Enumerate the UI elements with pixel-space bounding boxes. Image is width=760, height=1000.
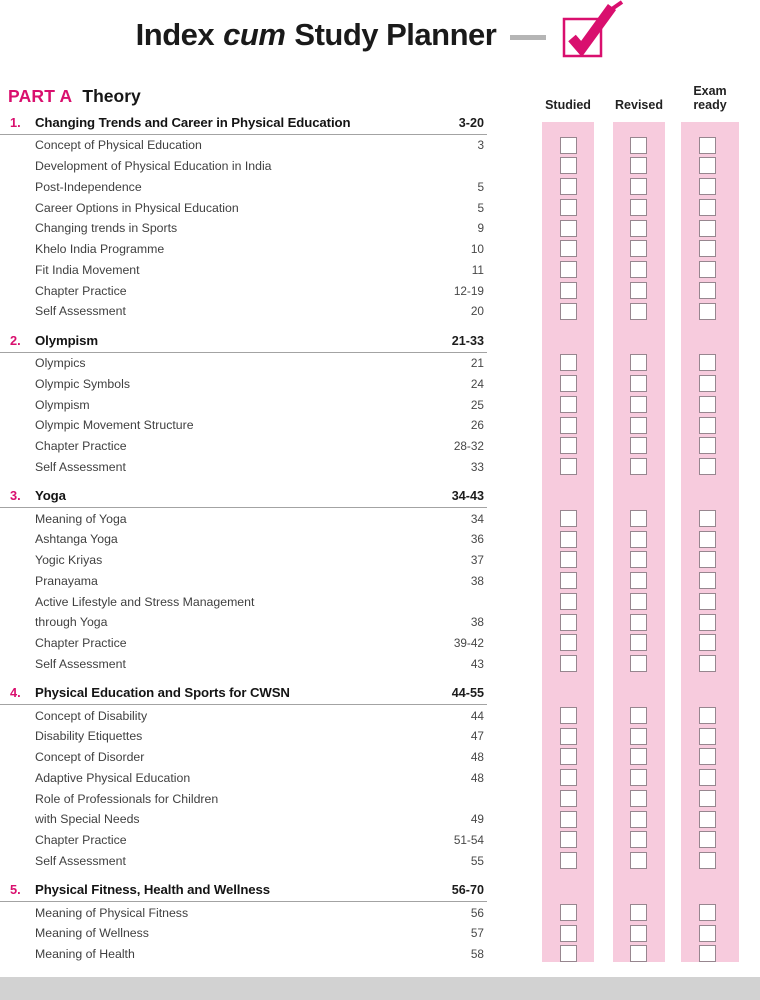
topic-page-number: 57: [470, 926, 484, 941]
checkbox-revised[interactable]: [630, 925, 647, 942]
checkbox-exam-ready[interactable]: [699, 551, 716, 568]
checkbox-studied[interactable]: [560, 220, 577, 237]
checkbox-studied[interactable]: [560, 769, 577, 786]
topic-page-number: 33: [470, 459, 484, 474]
topic-page-number: 12-19: [453, 283, 484, 298]
checkbox-revised[interactable]: [630, 375, 647, 392]
checkbox-exam-ready[interactable]: [699, 707, 716, 724]
toc-row: [0, 457, 760, 478]
checkbox-studied[interactable]: [560, 748, 577, 765]
chapter-title: Physical Fitness, Health and Wellness: [35, 882, 270, 898]
toc-row: [0, 944, 760, 965]
topic-page-number: 34: [470, 511, 484, 526]
checkbox-exam-ready[interactable]: [699, 925, 716, 942]
toc-row-text: [35, 792, 487, 806]
checkbox-studied[interactable]: [560, 728, 577, 745]
chapter-title: Changing Trends and Career in Physical Education: [35, 115, 351, 130]
toc-row: [0, 394, 760, 415]
chapter-heading: [0, 330, 487, 353]
toc-row: [0, 923, 760, 944]
toc-row: [0, 705, 760, 726]
toc-row-text: [35, 532, 487, 546]
topic-title: Olympic Symbols: [35, 376, 130, 391]
checkbox-exam-ready[interactable]: [699, 904, 716, 921]
checkbox-revised[interactable]: [630, 417, 647, 434]
checkbox-exam-ready[interactable]: [699, 354, 716, 371]
page-title: [136, 17, 497, 53]
part-label: PART A: [8, 86, 73, 106]
topic-page-number: 47: [470, 729, 484, 744]
topic-title: Adaptive Physical Education: [35, 770, 191, 785]
toc-row: [0, 218, 760, 239]
checkbox-studied[interactable]: [560, 655, 577, 672]
toc-row: [0, 591, 760, 612]
chapter-block-4: [0, 682, 760, 871]
checkbox-studied[interactable]: [560, 831, 577, 848]
checkbox-revised[interactable]: [630, 458, 647, 475]
topic-title: Chapter Practice: [35, 439, 127, 454]
masthead: [0, 2, 760, 68]
toc-row-text: [35, 906, 487, 920]
checkbox-exam-ready[interactable]: [699, 811, 716, 828]
checkbox-revised[interactable]: [630, 769, 647, 786]
checkbox-revised[interactable]: [630, 199, 647, 216]
topic-title: through Yoga: [35, 615, 108, 630]
checkbox-studied[interactable]: [560, 531, 577, 548]
toc-row-text: [35, 180, 487, 194]
checkbox-exam-ready[interactable]: [699, 437, 716, 454]
toc-row: [0, 301, 760, 322]
checkbox-studied[interactable]: [560, 157, 577, 174]
toc-row-text: [35, 750, 487, 764]
toc-row: [0, 571, 760, 592]
title-word-cum: cum: [223, 17, 286, 52]
column-header-exam-ready: Exam ready: [693, 84, 727, 112]
checkbox-revised[interactable]: [630, 593, 647, 610]
topic-title: Concept of Physical Education: [35, 138, 202, 153]
topic-title: Meaning of Yoga: [35, 511, 127, 526]
topic-title: Role of Professionals for Children: [35, 791, 219, 806]
checkbox-exam-ready[interactable]: [699, 199, 716, 216]
toc-row-text: [35, 553, 487, 567]
topic-page-number: 38: [470, 573, 484, 588]
checkbox-revised[interactable]: [630, 614, 647, 631]
checkbox-revised[interactable]: [630, 572, 647, 589]
checkbox-exam-ready[interactable]: [699, 614, 716, 631]
toc-row: [0, 726, 760, 747]
toc-row: [0, 156, 760, 177]
checkbox-revised[interactable]: [630, 790, 647, 807]
checkbox-revised[interactable]: [630, 831, 647, 848]
checkbox-studied[interactable]: [560, 852, 577, 869]
topic-title: Concept of Disability: [35, 708, 148, 723]
toc-row: [0, 260, 760, 281]
checkbox-revised[interactable]: [630, 728, 647, 745]
checkbox-exam-ready[interactable]: [699, 137, 716, 154]
toc-row: [0, 654, 760, 675]
toc-row: [0, 436, 760, 457]
chapter-number: 3.: [10, 488, 21, 504]
toc-row-text: [35, 201, 487, 215]
toc-row: [0, 197, 760, 218]
topic-page-number: 26: [470, 418, 484, 433]
topic-title: Khelo India Programme: [35, 242, 165, 257]
topic-title: Yogic Kriyas: [35, 553, 103, 568]
checkbox-studied[interactable]: [560, 282, 577, 299]
table-of-contents: [0, 110, 760, 965]
checkbox-exam-ready[interactable]: [699, 531, 716, 548]
checkbox-revised[interactable]: [630, 904, 647, 921]
column-header-studied: Studied: [545, 98, 591, 112]
topic-title: Career Options in Physical Education: [35, 200, 239, 215]
topic-page-number: 55: [470, 853, 484, 868]
chapter-heading: [0, 112, 487, 135]
toc-row-text: [35, 833, 487, 847]
checkbox-revised[interactable]: [630, 157, 647, 174]
topic-page-number: 36: [470, 532, 484, 547]
toc-row-text: [35, 854, 487, 868]
checkbox-exam-ready[interactable]: [699, 375, 716, 392]
checkbox-revised[interactable]: [630, 137, 647, 154]
toc-row: [0, 280, 760, 301]
toc-row: [0, 374, 760, 395]
chapter-page-range: 34-43: [451, 489, 484, 504]
topic-page-number: 5: [477, 179, 484, 194]
checkbox-exam-ready[interactable]: [699, 572, 716, 589]
toc-row-text: [35, 304, 487, 318]
topic-title: Chapter Practice: [35, 833, 127, 848]
topic-page-number: 58: [470, 947, 484, 962]
checkbox-exam-ready[interactable]: [699, 178, 716, 195]
title-word-index: Index: [135, 17, 215, 52]
checkbox-studied[interactable]: [560, 551, 577, 568]
topic-title: Olympism: [35, 397, 90, 412]
checkbox-exam-ready[interactable]: [699, 261, 716, 278]
toc-row-text: [35, 460, 487, 474]
checkbox-studied[interactable]: [560, 572, 577, 589]
checkbox-studied[interactable]: [560, 634, 577, 651]
checkbox-revised[interactable]: [630, 531, 647, 548]
checkbox-exam-ready[interactable]: [699, 748, 716, 765]
checkbox-exam-ready[interactable]: [699, 417, 716, 434]
toc-row-text: [35, 398, 487, 412]
chapter-page-range: 3-20: [458, 116, 484, 130]
chapter-heading: [0, 879, 487, 902]
chapter-block-2: [0, 330, 760, 478]
toc-row-text: [35, 221, 487, 235]
checkbox-revised[interactable]: [630, 551, 647, 568]
topic-title: Chapter Practice: [35, 636, 127, 651]
toc-row-text: [35, 657, 487, 671]
checkbox-revised[interactable]: [630, 437, 647, 454]
checkbox-studied[interactable]: [560, 375, 577, 392]
topic-page-number: 44: [470, 708, 484, 723]
checkbox-exam-ready[interactable]: [699, 634, 716, 651]
topic-title: Changing trends in Sports: [35, 221, 178, 236]
checkbox-revised[interactable]: [630, 178, 647, 195]
topic-page-number: 25: [470, 397, 484, 412]
title-word-study-planner: Study Planner: [294, 17, 497, 52]
checkbox-studied[interactable]: [560, 945, 577, 962]
checkbox-studied[interactable]: [560, 458, 577, 475]
part-name: Theory: [82, 86, 141, 106]
toc-row-text: [35, 926, 487, 940]
topic-title: Meaning of Wellness: [35, 926, 149, 941]
topic-title: Self Assessment: [35, 853, 126, 868]
checkbox-studied[interactable]: [560, 240, 577, 257]
checkbox-revised[interactable]: [630, 354, 647, 371]
checkbox-exam-ready[interactable]: [699, 458, 716, 475]
topic-title: Development of Physical Education in India: [35, 159, 272, 174]
toc-row-text: [35, 729, 487, 743]
checkbox-exam-ready[interactable]: [699, 769, 716, 786]
topic-page-number: 38: [470, 615, 484, 630]
checkbox-revised[interactable]: [630, 220, 647, 237]
topic-title: with Special Needs: [35, 812, 140, 827]
topic-page-number: 37: [470, 553, 484, 568]
checkbox-exam-ready[interactable]: [699, 945, 716, 962]
checkbox-revised[interactable]: [630, 655, 647, 672]
chapter-heading: [0, 485, 487, 508]
chapter-page-range: 44-55: [451, 686, 484, 701]
checkbox-exam-ready[interactable]: [699, 282, 716, 299]
checkbox-revised[interactable]: [630, 282, 647, 299]
checkbox-exam-ready[interactable]: [699, 303, 716, 320]
checkbox-revised[interactable]: [630, 852, 647, 869]
chapter-number: 2.: [10, 332, 21, 348]
checkbox-studied[interactable]: [560, 137, 577, 154]
chapter-title: Physical Education and Sports for CWSN: [35, 685, 290, 701]
toc-row-text: [35, 356, 487, 370]
toc-row: [0, 830, 760, 851]
topic-page-number: 10: [470, 242, 484, 257]
chapter-number: 4.: [10, 685, 21, 701]
checkbox-studied[interactable]: [560, 593, 577, 610]
toc-row-text: [35, 418, 487, 432]
topic-title: Meaning of Health: [35, 947, 135, 962]
toc-row-text: [35, 512, 487, 526]
toc-row-text: [35, 947, 487, 961]
checkbox-studied[interactable]: [560, 811, 577, 828]
checkbox-revised[interactable]: [630, 811, 647, 828]
toc-row-text: [35, 159, 487, 173]
topic-title: Meaning of Physical Fitness: [35, 905, 189, 920]
toc-row: [0, 550, 760, 571]
checkbox-studied[interactable]: [560, 614, 577, 631]
toc-row-text: [35, 439, 487, 453]
checkbox-revised[interactable]: [630, 510, 647, 527]
toc-row-text: [35, 377, 487, 391]
checkbox-revised[interactable]: [630, 945, 647, 962]
checkbox-revised[interactable]: [630, 634, 647, 651]
chapter-block-1: [0, 112, 760, 322]
page-bottom-bar: [0, 977, 760, 1000]
chapter-title: Yoga: [35, 488, 66, 504]
checkbox-studied[interactable]: [560, 354, 577, 371]
toc-row-text: [35, 138, 487, 152]
checkbox-revised[interactable]: [630, 261, 647, 278]
toc-row-text: [35, 812, 487, 826]
topic-title: Pranayama: [35, 573, 98, 588]
checkbox-exam-ready[interactable]: [699, 240, 716, 257]
toc-row-text: [35, 771, 487, 785]
checkbox-studied[interactable]: [560, 925, 577, 942]
checkbox-studied[interactable]: [560, 437, 577, 454]
toc-row: [0, 788, 760, 809]
topic-page-number: 21: [470, 356, 484, 371]
toc-row: [0, 415, 760, 436]
topic-title: Ashtanga Yoga: [35, 532, 118, 547]
topic-page-number: 51-54: [453, 833, 484, 848]
toc-row: [0, 902, 760, 923]
topic-title: Olympics: [35, 356, 86, 371]
topic-page-number: 56: [470, 905, 484, 920]
checkbox-studied[interactable]: [560, 303, 577, 320]
toc-row: [0, 747, 760, 768]
checkbox-studied[interactable]: [560, 790, 577, 807]
toc-row: [0, 239, 760, 260]
checkbox-exam-ready[interactable]: [699, 157, 716, 174]
chapter-title: Olympism: [35, 332, 98, 348]
toc-row-text: [35, 709, 487, 723]
checkbox-exam-ready[interactable]: [699, 790, 716, 807]
chapter-page-range: 21-33: [451, 333, 484, 348]
checkbox-exam-ready[interactable]: [699, 396, 716, 413]
topic-page-number: 39-42: [453, 636, 484, 651]
toc-row: [0, 135, 760, 156]
checkbox-exam-ready[interactable]: [699, 655, 716, 672]
topic-page-number: 43: [470, 656, 484, 671]
topic-page-number: 11: [471, 262, 484, 277]
toc-row: [0, 633, 760, 654]
topic-title: Self Assessment: [35, 656, 126, 671]
toc-row-text: [35, 595, 487, 609]
topic-page-number: 3: [477, 138, 484, 153]
toc-row: [0, 529, 760, 550]
topic-title: Post-Independence: [35, 179, 142, 194]
checkbox-revised[interactable]: [630, 396, 647, 413]
topic-page-number: 20: [470, 304, 484, 319]
checkbox-studied[interactable]: [560, 904, 577, 921]
checkbox-studied[interactable]: [560, 261, 577, 278]
chapter-number: 1.: [10, 115, 21, 130]
checkbox-studied[interactable]: [560, 417, 577, 434]
checkbox-revised[interactable]: [630, 748, 647, 765]
toc-row: [0, 353, 760, 374]
checkbox-exam-ready[interactable]: [699, 831, 716, 848]
topic-page-number: 48: [470, 750, 484, 765]
toc-row: [0, 768, 760, 789]
toc-row: [0, 177, 760, 198]
chapter-page-range: 56-70: [451, 883, 484, 898]
toc-row-text: [35, 574, 487, 588]
topic-page-number: 9: [477, 221, 484, 236]
toc-row: [0, 809, 760, 830]
checkbox-revised[interactable]: [630, 303, 647, 320]
chapter-number: 5.: [10, 882, 21, 898]
checkbox-exam-ready[interactable]: [699, 728, 716, 745]
topic-page-number: 5: [477, 200, 484, 215]
checkbox-exam-ready[interactable]: [699, 852, 716, 869]
checkbox-exam-ready[interactable]: [699, 510, 716, 527]
topic-title: Chapter Practice: [35, 283, 127, 298]
toc-row-text: [35, 242, 487, 256]
topic-page-number: 28-32: [453, 439, 484, 454]
topic-title: Self Assessment: [35, 459, 126, 474]
checked-checkbox-icon: [548, 1, 624, 61]
toc-row: [0, 612, 760, 633]
topic-page-number: 24: [470, 376, 484, 391]
topic-title: Fit India Movement: [35, 262, 140, 277]
toc-row-text: [35, 636, 487, 650]
checkbox-studied[interactable]: [560, 707, 577, 724]
topic-page-number: 48: [470, 770, 484, 785]
chapter-block-5: [0, 879, 760, 964]
topic-title: Concept of Disorder: [35, 750, 145, 765]
topic-title: Disability Etiquettes: [35, 729, 143, 744]
toc-row: [0, 508, 760, 529]
toc-row: [0, 851, 760, 872]
checkbox-studied[interactable]: [560, 510, 577, 527]
chapter-block-3: [0, 485, 760, 674]
checkbox-revised[interactable]: [630, 707, 647, 724]
part-heading: [8, 86, 141, 107]
toc-row-text: [35, 263, 487, 277]
topic-page-number: 49: [470, 812, 484, 827]
chapter-heading: [0, 682, 487, 705]
title-dash-decoration: [510, 35, 546, 40]
checkbox-studied[interactable]: [560, 199, 577, 216]
checkbox-revised[interactable]: [630, 240, 647, 257]
checkbox-exam-ready[interactable]: [699, 593, 716, 610]
column-header-revised: Revised: [615, 98, 663, 112]
checkbox-studied[interactable]: [560, 396, 577, 413]
toc-row-text: [35, 615, 487, 629]
checkbox-studied[interactable]: [560, 178, 577, 195]
topic-title: Self Assessment: [35, 304, 126, 319]
topic-title: Active Lifestyle and Stress Management: [35, 594, 255, 609]
toc-row-text: [35, 284, 487, 298]
topic-title: Olympic Movement Structure: [35, 418, 194, 433]
checkbox-exam-ready[interactable]: [699, 220, 716, 237]
